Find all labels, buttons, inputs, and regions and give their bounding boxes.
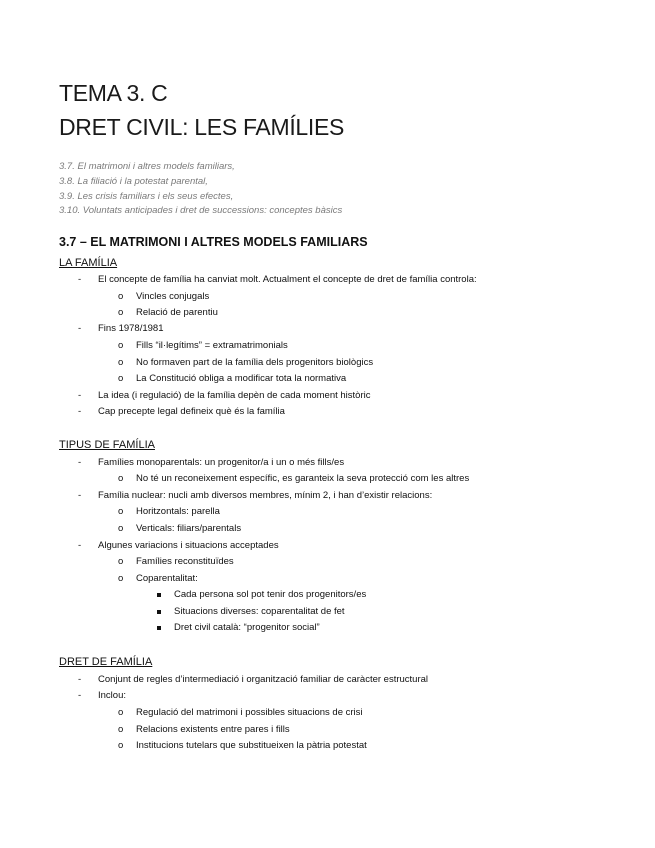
- document-title-line2: DRET CIVIL: LES FAMÍLIES: [59, 114, 345, 140]
- dash-bullet: -: [78, 540, 82, 551]
- list-item: Família nuclear: nucli amb diversos membres, mínim 2, i han d’existir relacions:: [98, 490, 433, 501]
- subsection-heading-tipus-familia: TIPUS DE FAMÍLIA: [59, 439, 155, 451]
- list-item: La Constitució obliga a modificar tota la normativa: [136, 373, 347, 384]
- list-item: Dret civil català: “progenitor social”: [174, 622, 320, 633]
- list-item: Fins 1978/1981: [98, 323, 164, 334]
- list-item: La idea (i regulació) de la família depèn de cada moment històric: [98, 390, 371, 401]
- list-item: Verticals: filiars/parentals: [136, 523, 242, 534]
- list-item: Inclou:: [98, 690, 126, 701]
- dash-bullet: -: [78, 323, 82, 334]
- circle-bullet: o: [118, 473, 124, 484]
- toc-item: 3.9. Les crisis familiars i els seus efectes,: [59, 191, 234, 202]
- dash-bullet: -: [78, 457, 82, 468]
- toc-item: 3.7. El matrimoni i altres models familiars,: [59, 161, 235, 172]
- list-item: Regulació del matrimoni i possibles situacions de crisi: [136, 707, 363, 718]
- list-item: No formaven part de la família dels progenitors biològics: [136, 357, 374, 368]
- circle-bullet: o: [118, 523, 124, 534]
- circle-bullet: o: [118, 724, 124, 735]
- list-item: Fills “il·legítims” = extramatrimonials: [136, 340, 288, 351]
- toc-item: 3.8. La filiació i la potestat parental,: [59, 176, 208, 187]
- document-title-line1: TEMA 3. C: [59, 80, 168, 106]
- circle-bullet: o: [118, 357, 124, 368]
- list-item: Relacions existents entre pares i fills: [136, 724, 290, 735]
- circle-bullet: o: [118, 340, 124, 351]
- list-item: Coparentalitat:: [136, 573, 198, 584]
- list-item: Algunes variacions i situacions acceptades: [98, 540, 279, 551]
- list-item: Institucions tutelars que substitueixen la pàtria potestat: [136, 740, 367, 751]
- circle-bullet: o: [118, 573, 124, 584]
- toc-item: 3.10. Voluntats anticipades i dret de successions: conceptes bàsics: [59, 205, 343, 216]
- circle-bullet: o: [118, 307, 124, 318]
- list-item: Vincles conjugals: [136, 291, 210, 302]
- list-item: Conjunt de regles d’intermediació i organització familiar de caràcter estructural: [98, 674, 429, 685]
- square-bullet: [157, 610, 161, 614]
- list-item: Famílies reconstituïdes: [136, 556, 234, 567]
- list-item: Famílies monoparentals: un progenitor/a i un o més fills/es: [98, 457, 345, 468]
- square-bullet: [157, 593, 161, 597]
- subsection-heading-la-familia: LA FAMÍLIA: [59, 257, 118, 269]
- dash-bullet: -: [78, 390, 82, 401]
- list-item: Cada persona sol pot tenir dos progenitors/es: [174, 589, 367, 600]
- dash-bullet: -: [78, 690, 82, 701]
- list-item: Horitzontals: parella: [136, 506, 220, 517]
- list-item: Relació de parentiu: [136, 307, 218, 318]
- circle-bullet: o: [118, 707, 124, 718]
- circle-bullet: o: [118, 740, 124, 751]
- dash-bullet: -: [78, 490, 82, 501]
- circle-bullet: o: [118, 506, 124, 517]
- dash-bullet: -: [78, 274, 82, 285]
- dash-bullet: -: [78, 406, 82, 417]
- section-heading: 3.7 – EL MATRIMONI I ALTRES MODELS FAMILIARS: [59, 235, 368, 249]
- list-item: Situacions diverses: coparentalitat de fet: [174, 606, 345, 617]
- list-item: Cap precepte legal defineix què és la família: [98, 406, 285, 417]
- circle-bullet: o: [118, 556, 124, 567]
- list-item: No té un reconeixement específic, es garanteix la seva protecció com les altres: [136, 473, 470, 484]
- list-item: El concepte de família ha canviat molt. Actualment el concepte de dret de família controla:: [98, 274, 477, 285]
- subsection-heading-dret-familia: DRET DE FAMÍLIA: [59, 656, 153, 668]
- circle-bullet: o: [118, 373, 124, 384]
- circle-bullet: o: [118, 291, 124, 302]
- square-bullet: [157, 626, 161, 630]
- dash-bullet: -: [78, 674, 82, 685]
